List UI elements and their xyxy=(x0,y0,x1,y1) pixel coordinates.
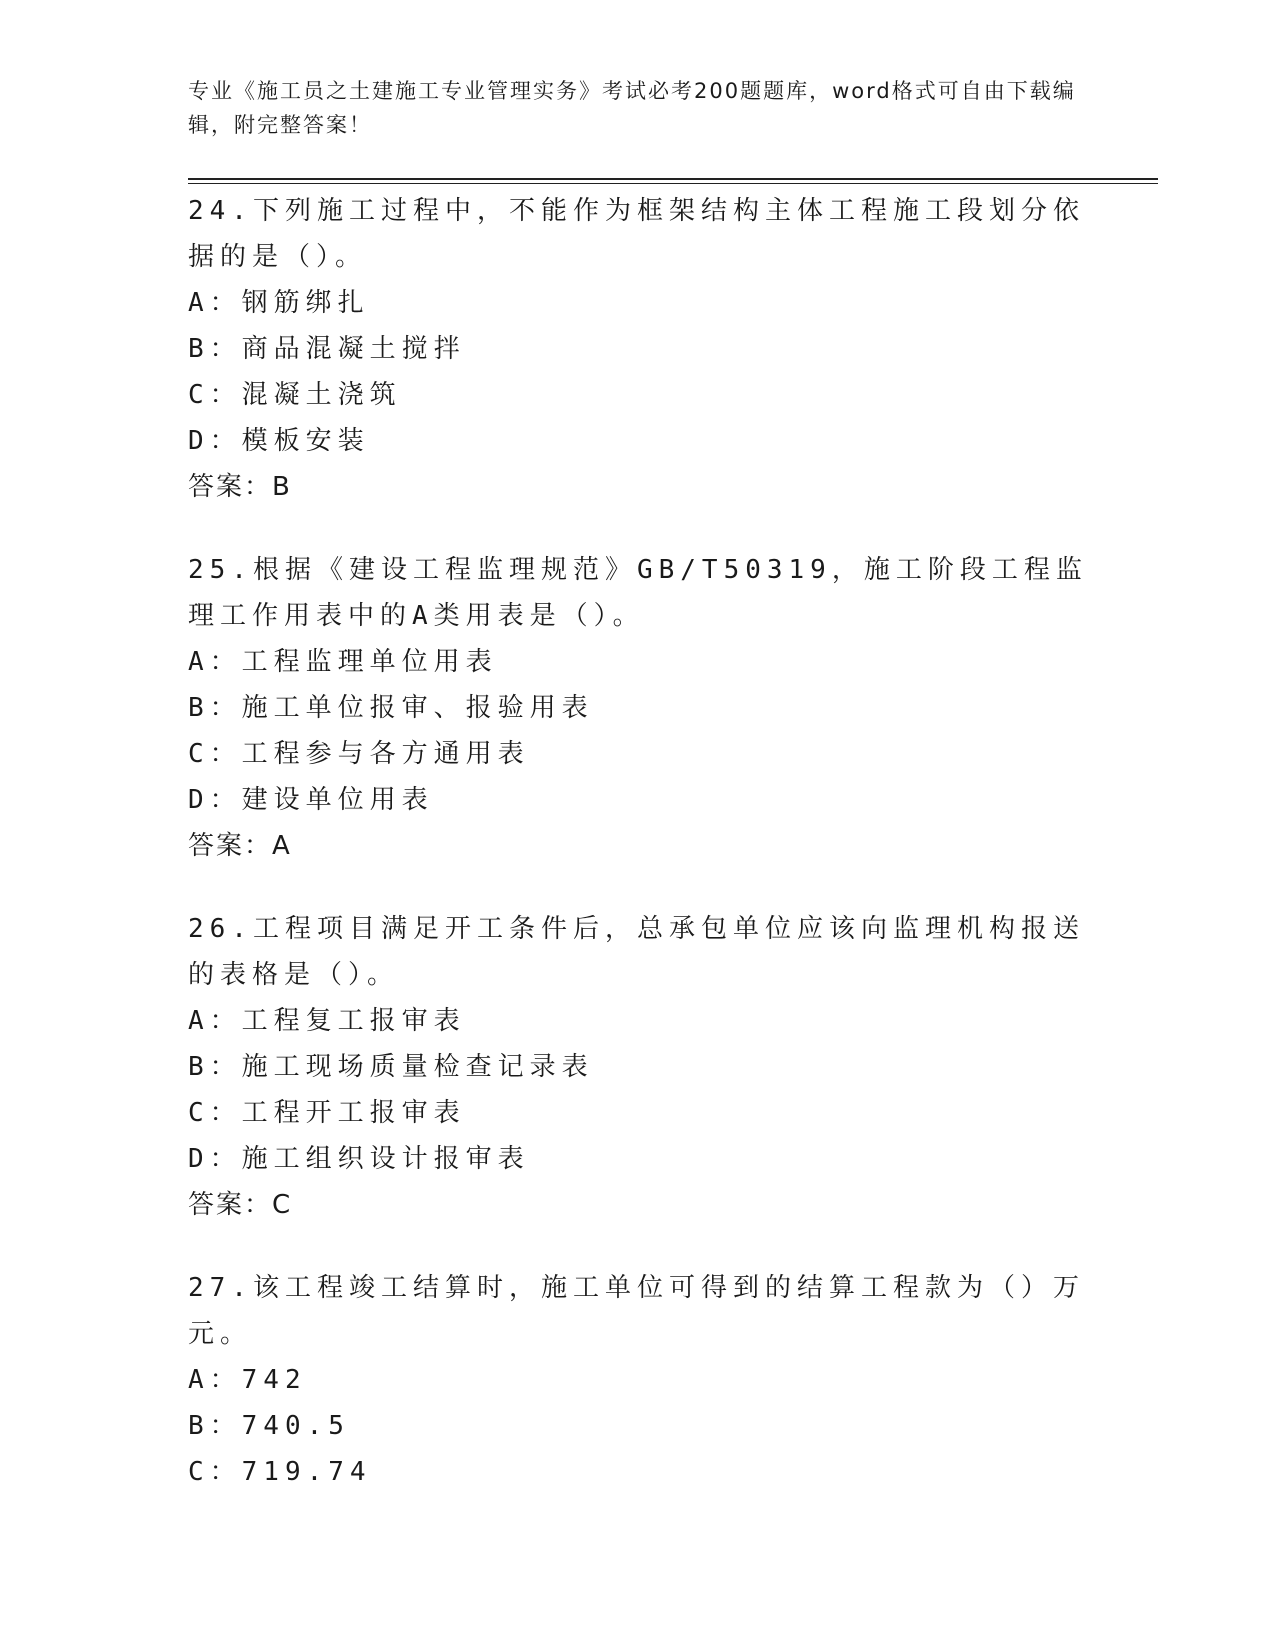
answer: 答案：B xyxy=(188,472,292,502)
question-26 xyxy=(188,906,1088,1228)
option-d: D：施工组织设计报审表 xyxy=(188,1144,530,1174)
header-divider xyxy=(188,178,1158,180)
option-b: B：商品混凝土搅拌 xyxy=(188,334,466,364)
header-description: 专业《施工员之土建施工专业管理实务》考试必考200题题库，word格式可自由下载编辑，附完整答案！ xyxy=(188,79,1076,137)
question-stem: 25.根据《建设工程监理规范》GB/T50319，施工阶段工程监理工作用表中的A类用表是（）。 xyxy=(188,555,1088,631)
question-25 xyxy=(188,547,1088,869)
question-stem: 26.工程项目满足开工条件后，总承包单位应该向监理机构报送的表格是（）。 xyxy=(188,914,1085,990)
question-27 xyxy=(188,1265,1088,1495)
option-a: A：工程复工报审表 xyxy=(188,1006,466,1036)
option-c: C：工程参与各方通用表 xyxy=(188,739,530,769)
header-divider-thin xyxy=(188,183,1158,184)
question-list xyxy=(188,188,1088,1532)
option-a: A：工程监理单位用表 xyxy=(188,647,498,677)
option-b: B：施工单位报审、报验用表 xyxy=(188,693,594,723)
option-b: B：施工现场质量检查记录表 xyxy=(188,1052,594,1082)
option-c: C：工程开工报审表 xyxy=(188,1098,466,1128)
question-stem: 27.该工程竣工结算时，施工单位可得到的结算工程款为（）万元。 xyxy=(188,1273,1085,1349)
option-b: B：740.5 xyxy=(188,1411,350,1441)
document-header xyxy=(188,74,1088,142)
option-a: A：钢筋绑扎 xyxy=(188,288,370,318)
option-a: A：742 xyxy=(188,1365,307,1395)
answer: 答案：A xyxy=(188,831,292,861)
option-d: D：建设单位用表 xyxy=(188,785,434,815)
option-c: C：719.74 xyxy=(188,1457,372,1487)
answer: 答案：C xyxy=(188,1190,293,1220)
question-24 xyxy=(188,188,1088,510)
option-c: C：混凝土浇筑 xyxy=(188,380,402,410)
option-d: D：模板安装 xyxy=(188,426,370,456)
question-stem: 24.下列施工过程中，不能作为框架结构主体工程施工段划分依据的是（）。 xyxy=(188,196,1085,272)
